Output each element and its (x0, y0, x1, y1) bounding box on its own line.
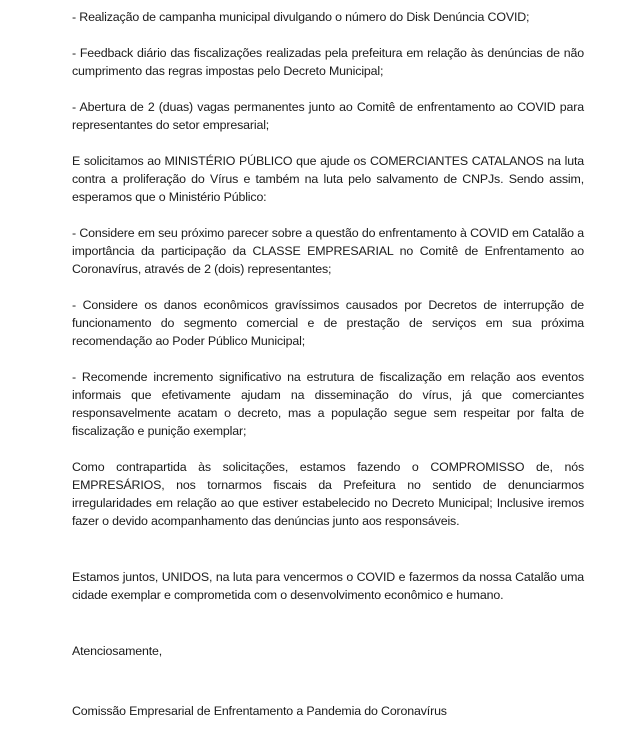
paragraph-vacancies: - Abertura de 2 (duas) vagas permanentes junto ao Comitê de enfrentamento ao COVID para representantes do setor empresarial; (72, 100, 584, 132)
paragraph-united: Estamos juntos, UNIDOS, na luta para vencermos o COVID e fazermos da nossa Catalão uma cidade exemplar e comprometida com o desenvolvimento econômico e humano. (72, 570, 584, 602)
signature: Comissão Empresarial de Enfrentamento a Pandemia do Coronavírus (72, 704, 447, 718)
closing: Atenciosamente, (72, 644, 163, 658)
paragraph-request: E solicitamos ao MINISTÉRIO PÚBLICO que ajude os COMERCIANTES CATALANOS na luta contra a proliferação do Vírus e também na luta pelo salvamento de CNPJs. Sendo assim, esperamos que o Ministério Público: (72, 154, 584, 204)
document-body (72, 8, 584, 738)
paragraph-recommend: - Recomende incremento significativo na estrutura de fiscalização em relação aos eventos informais que efetivamente ajudam na disseminação do vírus, já que comerciantes responsavelmente acatam o decreto, mas a população segue sem respeitar por falta de fiscalização e punição exemplar; (72, 370, 584, 438)
paragraph-consider-participation: - Considere em seu próximo parecer sobre a questão do enfrentamento à COVID em Catalão a importância da participação da CLASSE EMPRESARIAL no Comitê de Enfrentamento ao Coronavírus, através de 2 (dois) representantes; (72, 226, 584, 276)
paragraph-consider-damages: - Considere os danos econômicos gravíssimos causados por Decretos de interrupção de funcionamento do segmento comercial e de prestação de serviços em sua próxima recomendação ao Poder Público Municipal; (72, 298, 584, 348)
paragraph-feedback: - Feedback diário das fiscalizações realizadas pela prefeitura em relação às denúncias de não cumprimento das regras impostas pelo Decreto Municipal; (72, 46, 584, 78)
paragraph-campaign: - Realização de campanha municipal divulgando o número do Disk Denúncia COVID; (72, 10, 530, 24)
paragraph-commitment: Como contrapartida às solicitações, estamos fazendo o COMPROMISSO de, nós EMPRESÁRIOS, nos tornarmos fiscais da Prefeitura no sentido de denunciarmos irregularidades em relação ao que estiver estabelecido no Decreto Municipal; Inclusive iremos fazer o devido acompanhamento das denúncias junto aos responsáveis. (72, 460, 584, 528)
